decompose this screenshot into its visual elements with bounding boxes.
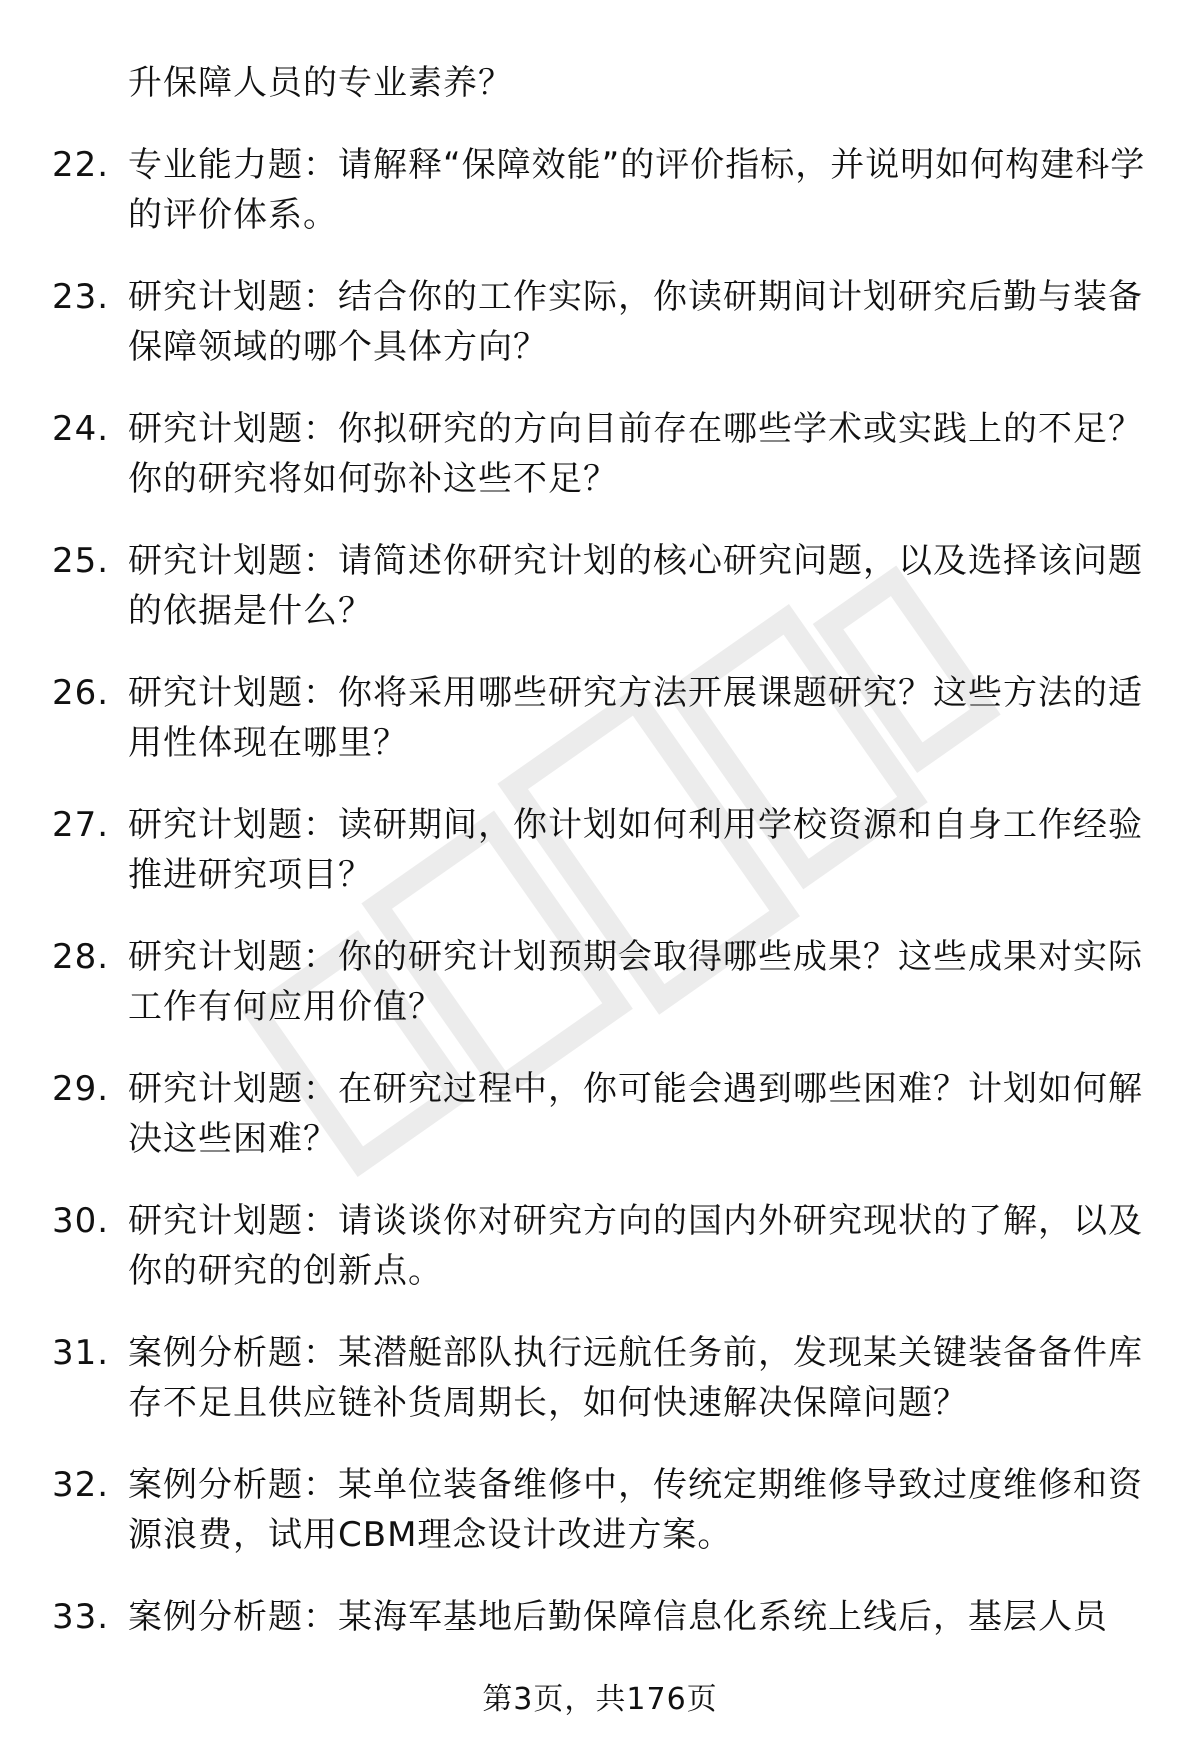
question-number: 31. <box>52 1333 110 1373</box>
question-number: 29. <box>52 1069 110 1109</box>
question-text: 案例分析题：某海军基地后勤保障信息化系统上线后，基层人员 <box>128 1597 1108 1637</box>
continued-text: 升保障人员的专业素养？ <box>128 63 513 103</box>
question-text: 研究计划题：你拟研究的方向目前存在哪些学术或实践上的不足？你的研究将如何弥补这些不足？ <box>128 409 1143 499</box>
question-item <box>52 1328 1152 1428</box>
question-text: 专业能力题：请解释“保障效能”的评价指标，并说明如何构建科学的评价体系。 <box>128 145 1146 235</box>
question-item <box>52 536 1152 636</box>
question-number: 22. <box>52 145 110 185</box>
question-text: 研究计划题：读研期间，你计划如何利用学校资源和自身工作经验推进研究项目？ <box>128 805 1143 895</box>
question-item <box>52 1064 1152 1164</box>
question-item <box>52 1196 1152 1296</box>
question-list <box>52 140 1152 1674</box>
question-number: 28. <box>52 937 110 977</box>
question-number: 23. <box>52 277 110 317</box>
question-item <box>52 668 1152 768</box>
question-item <box>52 272 1152 372</box>
question-number: 33. <box>52 1597 110 1637</box>
question-item <box>52 140 1152 240</box>
question-number: 27. <box>52 805 110 845</box>
question-text: 研究计划题：你将采用哪些研究方法开展课题研究？这些方法的适用性体现在哪里？ <box>128 673 1143 763</box>
page-footer: 第3页，共176页 <box>482 1682 718 1717</box>
question-text: 案例分析题：某潜艇部队执行远航任务前，发现某关键装备备件库存不足且供应链补货周期长，如何快速解决保障问题？ <box>128 1333 1143 1423</box>
question-text: 研究计划题：请谈谈你对研究方向的国内外研究现状的了解，以及你的研究的创新点。 <box>128 1201 1143 1291</box>
question-number: 24. <box>52 409 110 449</box>
question-item <box>52 404 1152 504</box>
question-text: 研究计划题：在研究过程中，你可能会遇到哪些困难？计划如何解决这些困难？ <box>128 1069 1143 1159</box>
question-text: 研究计划题：你的研究计划预期会取得哪些成果？这些成果对实际工作有何应用价值？ <box>128 937 1143 1027</box>
question-text: 研究计划题：结合你的工作实际，你读研期间计划研究后勤与装备保障领域的哪个具体方向？ <box>128 277 1143 367</box>
question-item <box>52 1460 1152 1560</box>
question-item <box>52 1592 1152 1642</box>
question-item <box>52 932 1152 1032</box>
question-number: 32. <box>52 1465 110 1505</box>
question-number: 26. <box>52 673 110 713</box>
question-item <box>52 800 1152 900</box>
question-number: 25. <box>52 541 110 581</box>
question-text: 案例分析题：某单位装备维修中，传统定期维修导致过度维修和资源浪费，试用CBM理念设计改进方案。 <box>128 1465 1143 1555</box>
question-number: 30. <box>52 1201 110 1241</box>
question-text: 研究计划题：请简述你研究计划的核心研究问题，以及选择该问题的依据是什么？ <box>128 541 1143 631</box>
